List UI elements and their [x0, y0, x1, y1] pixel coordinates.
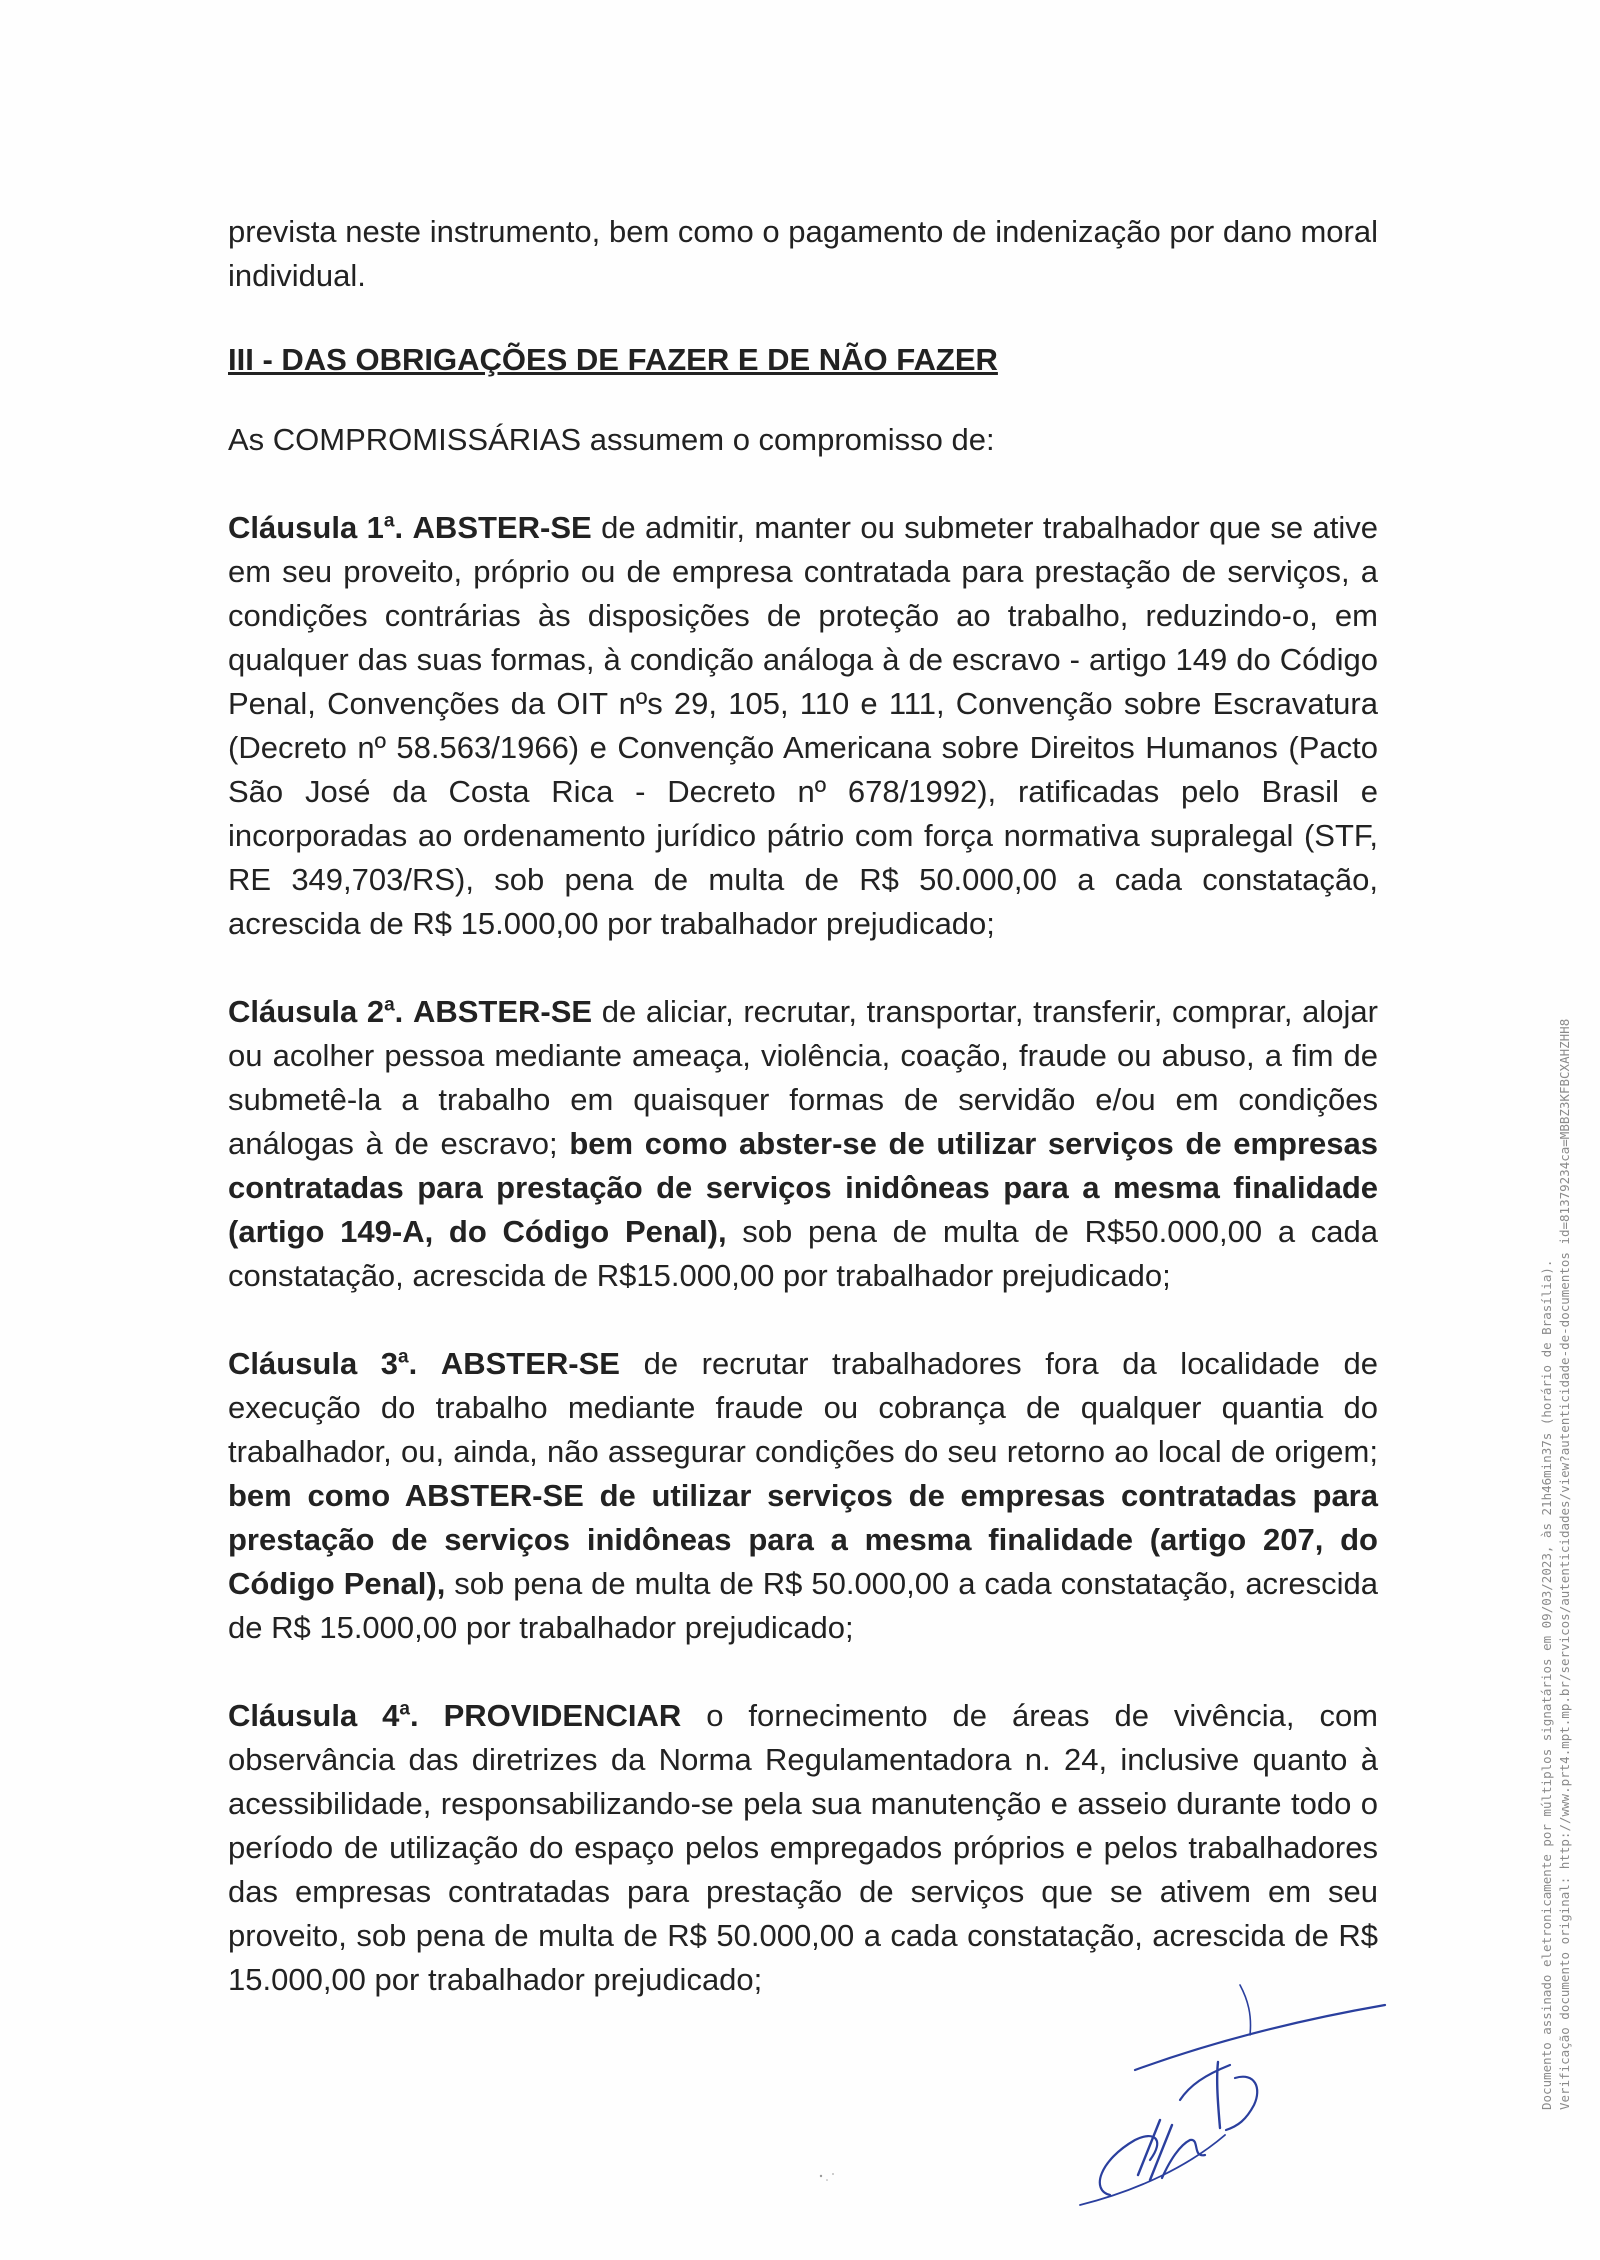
clause-label: Cláusula 1$^a$.	[228, 510, 404, 545]
clause-3	[228, 1342, 1378, 1650]
clause-verb: ABSTER-SE	[412, 994, 593, 1029]
clause-text-end: sob pena de multa de R$ 50.000,00 a cada constatação, acrescida de R$ 15.000,00 por trabalhador prejudicado;	[228, 1566, 1378, 1645]
document-body	[228, 210, 1378, 2046]
clause-verb: ABSTER-SE	[412, 510, 592, 545]
clause-text: de admitir, manter ou submeter trabalhador que se ative em seu proveito, próprio ou de empresa contratada para prestação de serviços, a condições contrárias às disposições de proteção ao trabalho, reduzindo-o, em qualquer das suas formas, à condição análoga à de escravo - artigo 149 do Código Penal, Convenções da OIT nºs 29, 105, 110 e 111, Convenção sobre Escravatura (Decreto nº 58.563/1966) e Convenção Americana sobre Direitos Humanos (Pacto São José da Costa Rica - Decreto nº 678/1992), ratificadas pelo Brasil e incorporadas ao ordenamento jurídico pátrio com força normativa supralegal (STF, RE 349,703/RS), sob pena de multa de R$ 50.000,00 a cada constatação, acrescida de R$ 15.000,00 por trabalhador prejudicado;	[228, 510, 1379, 941]
handwritten-signatures	[1040, 1980, 1420, 2210]
clause-label: Cláusula 4$^a$.	[228, 1698, 419, 1733]
section-heading: III - DAS OBRIGAÇÕES DE FAZER E DE NÃO FAZER	[228, 342, 998, 377]
clause-verb: PROVIDENCIAR	[443, 1698, 682, 1733]
section-lead: As COMPROMISSÁRIAS assumem o compromisso de:	[228, 422, 995, 457]
clause-2	[228, 990, 1378, 1298]
clause-text-end: sob pena de multa de R$50.000,00 a cada constatação, acrescida de R$15.000,00 por trabalhador prejudicado;	[228, 1214, 1378, 1293]
scan-speck	[815, 2170, 845, 2184]
clause-4	[228, 1694, 1378, 2002]
clause-text: de aliciar, recrutar, transportar, transferir, comprar, alojar ou acolher pessoa mediante ameaça, violência, coação, fraude ou abuso, a fim de submetê-la a trabalho em quaisquer formas de servidão e/ou em condições análogas à de escravo;	[228, 994, 1378, 1161]
initials-signature	[1135, 2005, 1385, 2070]
stamp-line-signed: Documento assinado eletronicamente por múltiplos signatários em 09/03/2023, às 21h46min37s (horário de Brasília).	[1539, 1259, 1554, 2110]
clause-1	[228, 506, 1378, 946]
clause-text: de recrutar trabalhadores fora da localidade de execução do trabalho mediante fraude ou cobrança de qualquer quantia do trabalhador, ou, ainda, não assegurar condições do seu retorno ao local de origem;	[228, 1346, 1378, 1469]
clause-label: Cláusula 2$^a$.	[228, 994, 404, 1029]
clause-bold-text: bem como ABSTER-SE de utilizar serviços de empresas contratadas para prestação de serviços inidôneas para a mesma finalidade (artigo 207, do Código Penal),	[228, 1478, 1378, 1601]
clause-label: Cláusula 3$^a$.	[228, 1346, 418, 1381]
clause-bold-text: bem como abster-se de utilizar serviços de empresas contratadas para prestação de serviços inidôneas para a mesma finalidade (artigo 149-A, do Código Penal),	[228, 1126, 1378, 1249]
electronic-signature-stamp	[1538, 790, 1574, 2110]
clause-verb: ABSTER-SE	[440, 1346, 620, 1381]
main-signature	[1100, 2136, 1157, 2195]
stamp-line-verification: Verificação documento original: http://www.prt4.mpt.mp.br/servicos/autenticidades/view?autenticidade-de-documentos id=81379234ca=MBBZ3KFBCXAHZHH8	[1557, 1018, 1572, 2110]
intro-paragraph: prevista neste instrumento, bem como o pagamento de indenização por dano moral individual.	[228, 214, 1378, 293]
clause-text: o fornecimento de áreas de vivência, com observância das diretrizes da Norma Regulamentadora n. 24, inclusive quanto à acessibilidade, responsabilizando-se pela sua manutenção e asseio durante todo o período de utilização do espaço pelos empregados próprios e pelos trabalhadores das empresas contratadas para prestação de serviços que se ativem em seu proveito, sob pena de multa de R$ 50.000,00 a cada constatação, acrescida de R$ 15.000,00 por trabalhador prejudicado;	[228, 1698, 1379, 1997]
